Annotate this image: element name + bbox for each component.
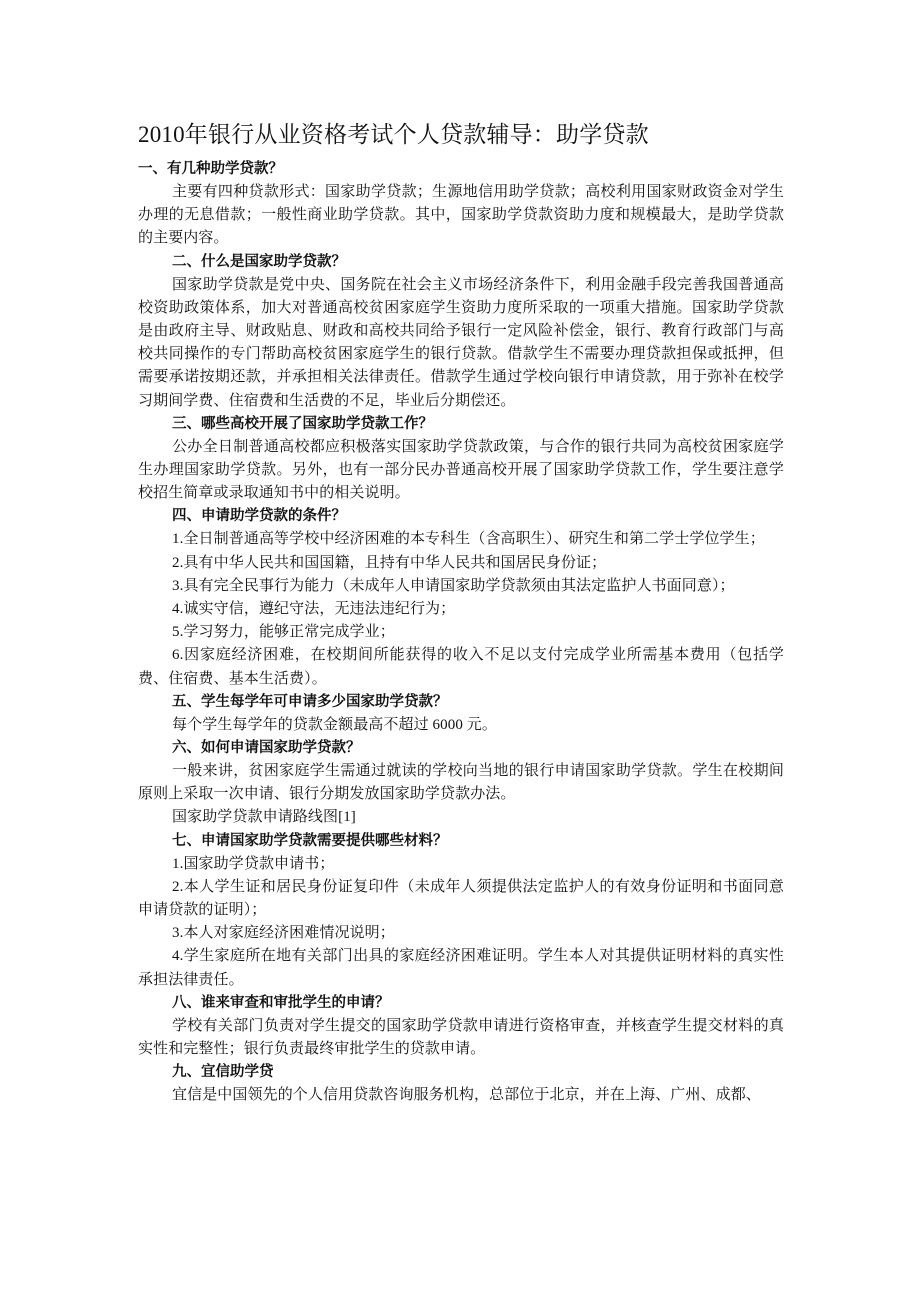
section-heading: 八、谁来审查和审批学生的申请？ [172,994,390,1011]
section-heading: 九、宜信助学贷 [172,1064,274,1081]
section-heading: 一、有几种助学贷款？ [138,161,283,177]
section-5 [138,691,784,737]
paragraph: 国家助学贷款是党中央、国务院在社会主义市场经济条件下，利用金融手段完善我国普通高校资助政策体系，加大对普通高校贫困家庭学生资助力度所采取的一项重大措施。国家助学贷款是由政府主导、财政贴息、财政和高校共同给予银行一定风险补偿金，银行、教育行政部门与高校共同操作的专门帮助高校贫困家庭学生的银行贷款。借款学生不需要办理贷款担保或抵押，但需要承诺按期还款，并承担相关法律责任。借款学生通过学校向银行申请贷款，用于弥补在校学习期间学费、住宿费和生活费的不足，毕业后分期偿还。 [138,276,784,409]
list-item: 6.因家庭经济困难，在校期间所能获得的收入不足以支付完成学业所需基本费用（包括学费、住宿费、基本生活费）。 [138,647,784,687]
section-heading: 三、哪些高校开展了国家助学贷款工作？ [172,415,433,432]
section-7 [138,830,784,992]
section-heading: 七、申请国家助学贷款需要提供哪些材料？ [172,832,448,849]
paragraph: 学校有关部门负责对学生提交的国家助学贷款申请进行资格审查，并核查学生提交材料的真实性和完整性；银行负责最终审批学生的贷款申请。 [138,1017,784,1058]
paragraph: 公办全日制普通高校都应积极落实国家助学贷款政策，与合作的银行共同为高校贫困家庭学生办理国家助学贷款。另外，也有一部分民办普通高校开展了国家助学贷款工作，学生要注意学校招生简章或录取通知书中的相关说明。 [138,438,784,502]
list-item: 1.国家助学贷款申请书； [172,855,335,872]
section-4 [138,505,784,690]
section-heading: 五、学生每学年可申请多少国家助学贷款？ [172,693,448,710]
list-item: 2.本人学生证和居民身份证复印件（未成年人须提供法定监护人的有效身份证明和书面同意申请贷款的证明）； [138,878,784,919]
section-6 [138,737,784,830]
section-3 [138,413,784,506]
document-page [138,118,784,1108]
list-item: 3.具有完全民事行为能力（未成年人申请国家助学贷款须由其法定监护人书面同意）； [172,577,735,594]
section-9 [138,1061,784,1107]
paragraph: 宜信是中国领先的个人信用贷款咨询服务机构，总部位于北京，并在上海、广州、成都、 [172,1087,761,1104]
section-2 [138,251,784,413]
paragraph: 每个学生每学年的贷款金额最高不超过 6000 元。 [172,716,498,733]
section-8 [138,992,784,1061]
list-item: 1.全日制普通高等学校中经济困难的本专科生（含高职生）、研究生和第二学士学位学生； [172,531,765,548]
list-item: 2.具有中华人民共和国国籍，且持有中华人民共和国居民身份证； [172,554,607,571]
list-item: 3.本人对家庭经济困难情况说明； [172,925,395,942]
section-heading: 四、申请助学贷款的条件？ [172,508,346,525]
list-item: 4.诚实守信，遵纪守法，无违法违纪行为； [172,601,456,618]
figure-reference: 国家助学贷款申请路线图[1] [172,809,356,826]
section-heading: 二、什么是国家助学贷款？ [172,253,346,270]
section-1 [138,158,784,251]
list-item: 5.学习努力，能够正常完成学业； [172,624,395,641]
paragraph: 一般来讲，贫困家庭学生需通过就读的学校向当地的银行申请国家助学贷款。学生在校期间原则上采取一次申请、银行分期发放国家助学贷款办法。 [138,763,784,803]
section-heading: 六、如何申请国家助学贷款？ [172,740,361,757]
list-item: 4.学生家庭所在地有关部门出具的家庭经济困难证明。学生本人对其提供证明材料的真实性承担法律责任。 [138,948,784,988]
paragraph: 主要有四种贷款形式：国家助学贷款；生源地信用助学贷款；高校利用国家财政资金对学生办理的无息借款；一般性商业助学贷款。其中，国家助学贷款资助力度和规模最大，是助学贷款的主要内容。 [138,184,784,247]
document-title: 2010年银行从业资格考试个人贷款辅导：助学贷款 [138,122,649,147]
